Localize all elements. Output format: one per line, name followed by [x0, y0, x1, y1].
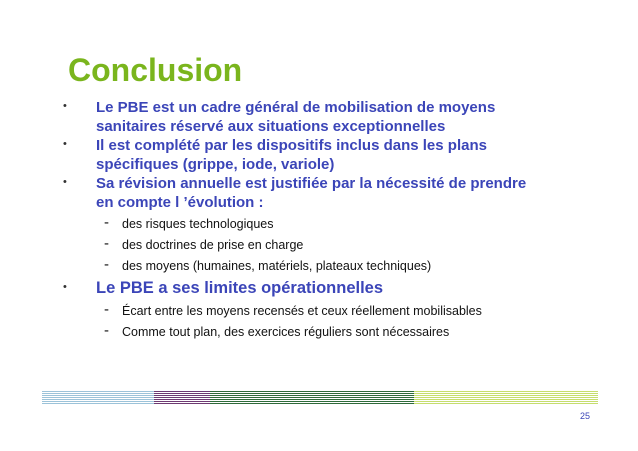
band-segment-purple	[154, 391, 210, 404]
band-stripe	[154, 401, 210, 402]
dash-marker: -	[104, 256, 109, 273]
band-segment-dark-green	[210, 391, 414, 404]
dash-marker: -	[104, 322, 109, 339]
band-stripe	[154, 393, 210, 394]
bullet-text: Le PBE a ses limites opérationnelles	[96, 279, 384, 297]
page-number: 25	[580, 411, 591, 421]
dash-marker: -	[104, 214, 109, 231]
bullet-marker: •	[63, 281, 67, 293]
bullet-marker: •	[63, 100, 67, 112]
bullet-item-dispositifs	[0, 136, 638, 174]
band-stripe	[154, 403, 210, 404]
bullet-text: Il est complété par les dispositifs inclus dans les plans spécifiques (grippe, iode, variole)	[96, 137, 487, 173]
band-stripe	[154, 391, 210, 392]
bullet-text: Sa révision annuelle est justifiée par la nécessité de prendre en compte l ’évolution :	[96, 175, 527, 211]
band-stripe	[42, 391, 154, 392]
sub-item-text: des moyens (humaines, matériels, plateaux techniques)	[122, 259, 432, 273]
band-stripe	[210, 391, 414, 392]
band-stripe	[42, 397, 154, 398]
band-stripe	[210, 399, 414, 400]
band-stripe	[414, 403, 598, 404]
band-stripe	[42, 399, 154, 400]
band-segment-light-blue	[42, 391, 154, 404]
footer-color-band	[42, 391, 598, 405]
band-stripe	[414, 397, 598, 398]
sub-item-text: Comme tout plan, des exercices réguliers sont nécessaires	[122, 325, 450, 339]
sub-item	[96, 322, 538, 343]
bullet-text: Le PBE est un cadre général de mobilisation de moyens sanitaires réservé aux situations exceptionnelles	[96, 99, 496, 135]
band-stripe	[42, 395, 154, 396]
sub-item-text: des doctrines de prise en charge	[122, 238, 304, 252]
band-stripe	[414, 393, 598, 394]
band-stripe	[42, 401, 154, 402]
band-stripe	[154, 395, 210, 396]
band-stripe	[210, 395, 414, 396]
band-stripe	[210, 393, 414, 394]
band-stripe	[154, 399, 210, 400]
bullet-item-cadre	[0, 98, 638, 136]
bullet-item-limites	[0, 277, 638, 343]
dash-marker: -	[104, 235, 109, 252]
bullet-item-revision	[0, 174, 638, 277]
sub-item	[96, 301, 538, 322]
band-stripe	[414, 399, 598, 400]
band-segment-light-green	[414, 391, 598, 404]
sub-item	[96, 235, 538, 256]
slide-title: Conclusion	[68, 52, 243, 88]
band-stripe	[210, 397, 414, 398]
bullet-marker: •	[63, 138, 67, 150]
sub-item-text: Écart entre les moyens recensés et ceux réellement mobilisables	[122, 304, 482, 318]
band-stripe	[414, 391, 598, 392]
band-stripe	[42, 393, 154, 394]
sub-item-text: des risques technologiques	[122, 217, 274, 231]
bullet-list	[0, 98, 638, 343]
sub-list	[96, 301, 538, 343]
band-stripe	[154, 397, 210, 398]
sub-list	[96, 214, 538, 277]
band-stripe	[210, 403, 414, 404]
footer-band-graphic	[42, 391, 598, 405]
band-stripe	[414, 401, 598, 402]
sub-item	[96, 256, 538, 277]
dash-marker: -	[104, 301, 109, 318]
band-stripe	[42, 403, 154, 404]
sub-item	[96, 214, 538, 235]
band-stripe	[414, 395, 598, 396]
band-stripe	[210, 401, 414, 402]
bullet-marker: •	[63, 176, 67, 188]
